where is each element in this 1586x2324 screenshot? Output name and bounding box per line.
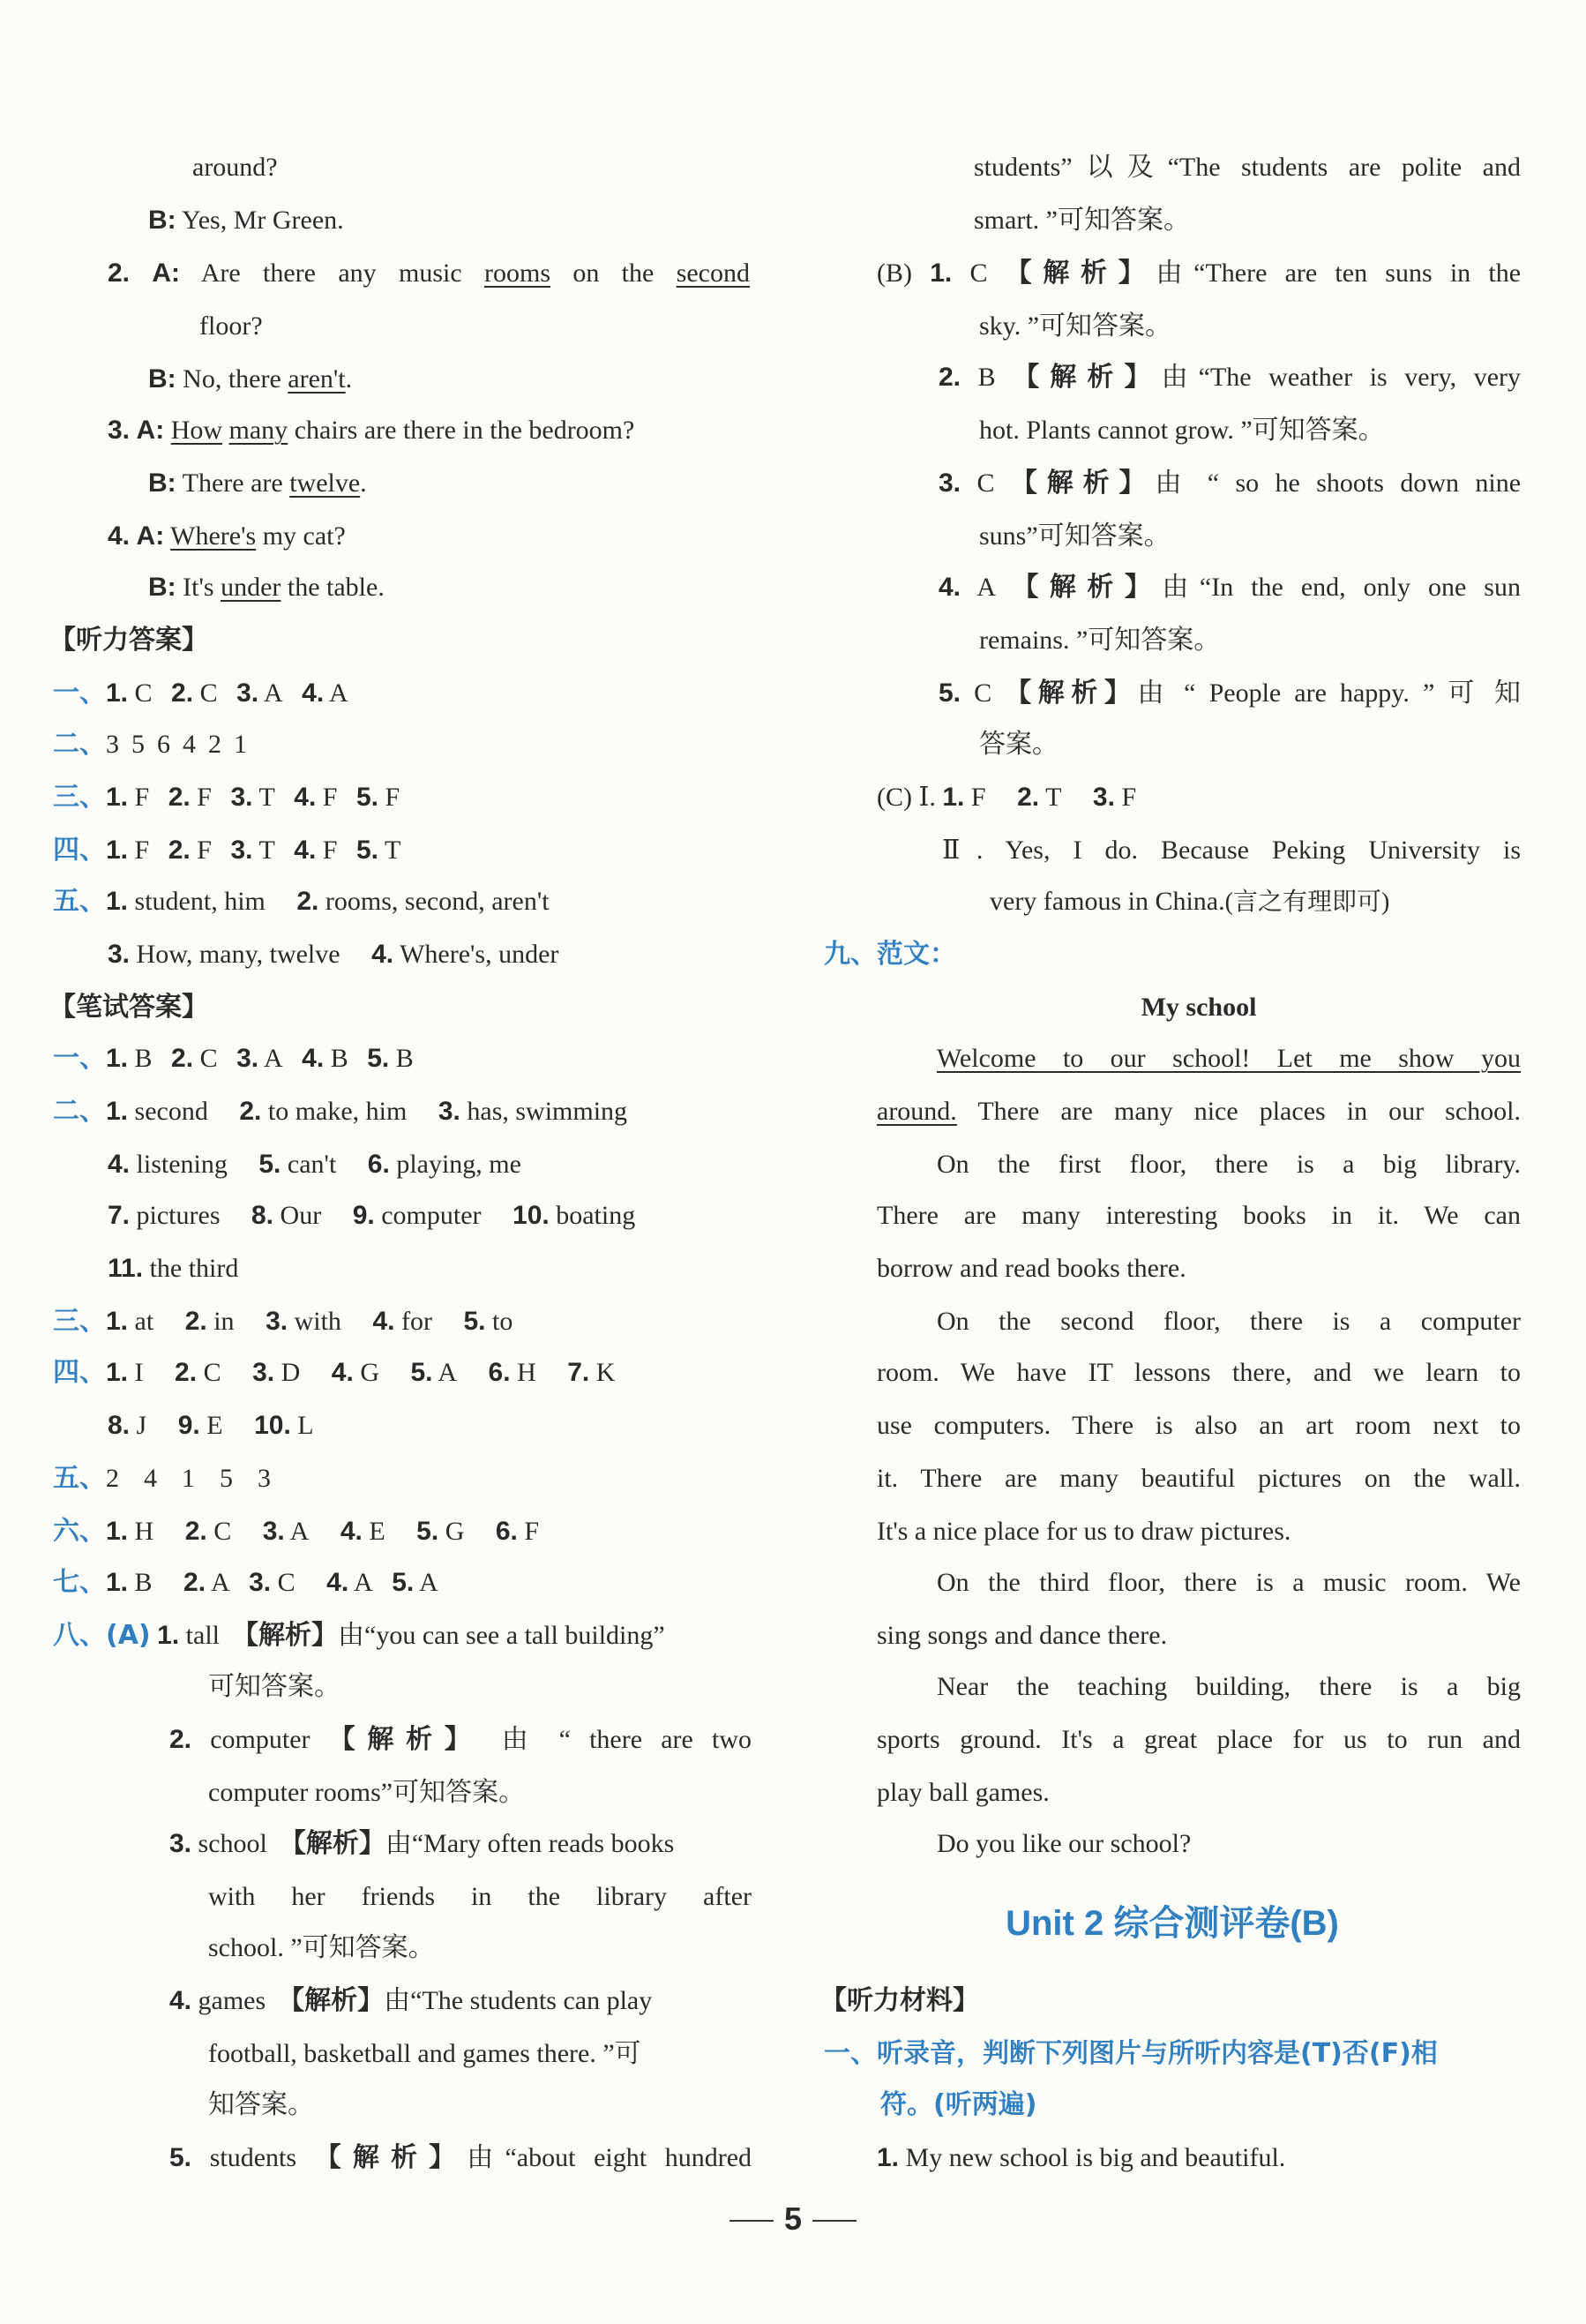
text-line: 3. A: How many chairs are there in the bedroom?: [108, 416, 635, 445]
essay-line: sing songs and dance there.: [877, 1621, 1168, 1650]
text-line: school. ”可知答案。: [208, 1933, 435, 1962]
text-line: floor?: [199, 311, 263, 341]
answer-row: 2. B 【解析】由“The weather is very, very: [939, 362, 1522, 393]
answer-row: 2. computer 【解析】 由 “ there are two: [169, 1724, 752, 1755]
dash-left: [729, 2220, 774, 2222]
text-line: students”以及“The students are polite and: [974, 153, 1521, 182]
answer-row: 4. games 【解析】由“The students can play: [169, 1985, 653, 2016]
answer-row: 七、1. B 2. A 3. C 4. A 5. A: [53, 1567, 438, 1598]
answer-row: 四、1. I 2. C 3. D 4. G 5. A 6. H 7. K: [53, 1357, 616, 1388]
answer-row: 五、2 4 1 5 3: [53, 1463, 271, 1494]
text-line: 4. A: Where's my cat?: [108, 521, 346, 551]
answer-row: 5. C 【解析】由 “ People are happy. ” 可 知: [939, 678, 1521, 708]
answer-row: 二、3 5 6 4 2 1: [53, 729, 247, 760]
essay-line: play ball games.: [877, 1778, 1050, 1807]
text-line: 答案。: [979, 730, 1059, 759]
dash-right: [812, 2220, 857, 2222]
answer-row: 8. J 9. E 10. L: [108, 1411, 314, 1440]
section-heading-written: 【笔试答案】: [49, 992, 208, 1023]
essay-line: room. We have IT lessons there, and we learn to: [877, 1358, 1521, 1387]
essay-line: Do you like our school?: [937, 1829, 1192, 1858]
essay-line: Near the teaching building, there is a big: [937, 1672, 1521, 1701]
page-number: 5: [0, 2197, 1586, 2241]
text-line: remains. ”可知答案。: [979, 626, 1221, 655]
text-line: with her friends in the library after: [208, 1882, 752, 1911]
text-line: very famous in China.(言之有理即可): [990, 887, 1390, 916]
essay-line: It's a nice place for us to draw pictures.: [877, 1517, 1291, 1546]
text-line: football, basketball and games there. ”可: [208, 2039, 641, 2068]
text-line: 可知答案。: [208, 1672, 340, 1701]
essay-line: On the first floor, there is a big library.: [937, 1150, 1521, 1179]
essay-line: it. There are many beautiful pictures on the wall.: [877, 1464, 1521, 1493]
text-line: B: There are twelve.: [148, 469, 367, 498]
essay-title: My school: [1141, 993, 1257, 1022]
answer-row: 3. How, many, twelve 4. Where's, under: [108, 940, 559, 969]
answer-row: (C) Ⅰ. 1. F 2. T 3. F: [877, 783, 1137, 812]
answer-row: 八、(A) 1. tall 【解析】由“you can see a tall building”: [53, 1620, 665, 1651]
section-heading-essay: 九、范文：: [824, 939, 956, 970]
text-line: suns”可知答案。: [979, 521, 1171, 551]
section-heading-listening-material: 【听力材料】: [820, 1985, 979, 2016]
text-line: 1. My new school is big and beautiful.: [877, 2143, 1286, 2172]
answer-row: 一、1. C 2. C 3. A 4. A: [53, 678, 348, 708]
essay-line: There are many interesting books in it. We can: [877, 1201, 1521, 1230]
text-line: B: Yes, Mr Green.: [148, 206, 344, 235]
text-line: 2. A: Are there any music rooms on the second: [108, 259, 750, 288]
text-line: B: No, there aren't.: [148, 364, 353, 394]
essay-line: On the second floor, there is a computer: [937, 1307, 1521, 1336]
answer-row: 7. pictures 8. Our 9. computer 10. boating: [108, 1201, 636, 1230]
answer-row: 三、1. at 2. in 3. with 4. for 5. to: [53, 1306, 513, 1337]
section-heading-listening: 【听力答案】: [49, 625, 208, 656]
essay-line: around. There are many nice places in our school.: [877, 1097, 1521, 1126]
text-line: smart. ”可知答案。: [974, 206, 1190, 235]
text-line: sky. ”可知答案。: [979, 311, 1172, 341]
answer-row: 11. the third: [108, 1254, 239, 1283]
answer-row: 3. school 【解析】由“Mary often reads books: [169, 1828, 675, 1859]
answer-row: 五、1. student, him 2. rooms, second, aren't: [53, 886, 550, 917]
essay-line: use computers. There is also an art room next to: [877, 1411, 1521, 1440]
answer-row: 3. C 【解析】由 “ so he shoots down nine: [939, 468, 1522, 499]
text-line: around?: [192, 153, 278, 182]
text-line: B: It's under the table.: [148, 573, 385, 602]
answer-row: 一、1. B 2. C 3. A 4. B 5. B: [53, 1043, 414, 1074]
question-instruction: 一、听录音，判断下列图片与所听内容是(T)否(F)相: [824, 2038, 1438, 2069]
answer-row: 六、1. H 2. C 3. A 4. E 5. G 6. F: [53, 1516, 540, 1547]
answer-row: 4. listening 5. can't 6. playing, me: [108, 1150, 521, 1179]
answer-row: 4. A 【解析】由“In the end, only one sun: [939, 572, 1521, 603]
text-line: Ⅱ. Yes, I do. Because Peking University is: [942, 836, 1521, 865]
text-line: computer rooms”可知答案。: [208, 1778, 526, 1807]
answer-row: 5. students 【解析】由“about eight hundred: [169, 2142, 752, 2173]
essay-line: borrow and read books there.: [877, 1254, 1186, 1283]
question-instruction: 符。(听两遍): [880, 2089, 1037, 2120]
answer-row: 四、1. F 2. F 3. T 4. F 5. T: [53, 835, 401, 866]
essay-line: sports ground. It's a great place for us to run and: [877, 1725, 1521, 1754]
answer-row: (B) 1. C 【解析】由“There are ten suns in the: [877, 258, 1522, 289]
answer-row: 三、1. F 2. F 3. T 4. F 5. F: [53, 782, 400, 813]
essay-line: On the third floor, there is a music room. We: [937, 1568, 1521, 1597]
answer-row: 二、1. second 2. to make, him 3. has, swimming: [53, 1096, 628, 1127]
text-line: hot. Plants cannot grow. ”可知答案。: [979, 416, 1385, 445]
unit-title: Unit 2 综合测评卷(B): [1006, 1904, 1339, 1943]
text-line: 知答案。: [208, 2090, 314, 2119]
essay-line: Welcome to our school! Let me show you: [937, 1044, 1521, 1073]
